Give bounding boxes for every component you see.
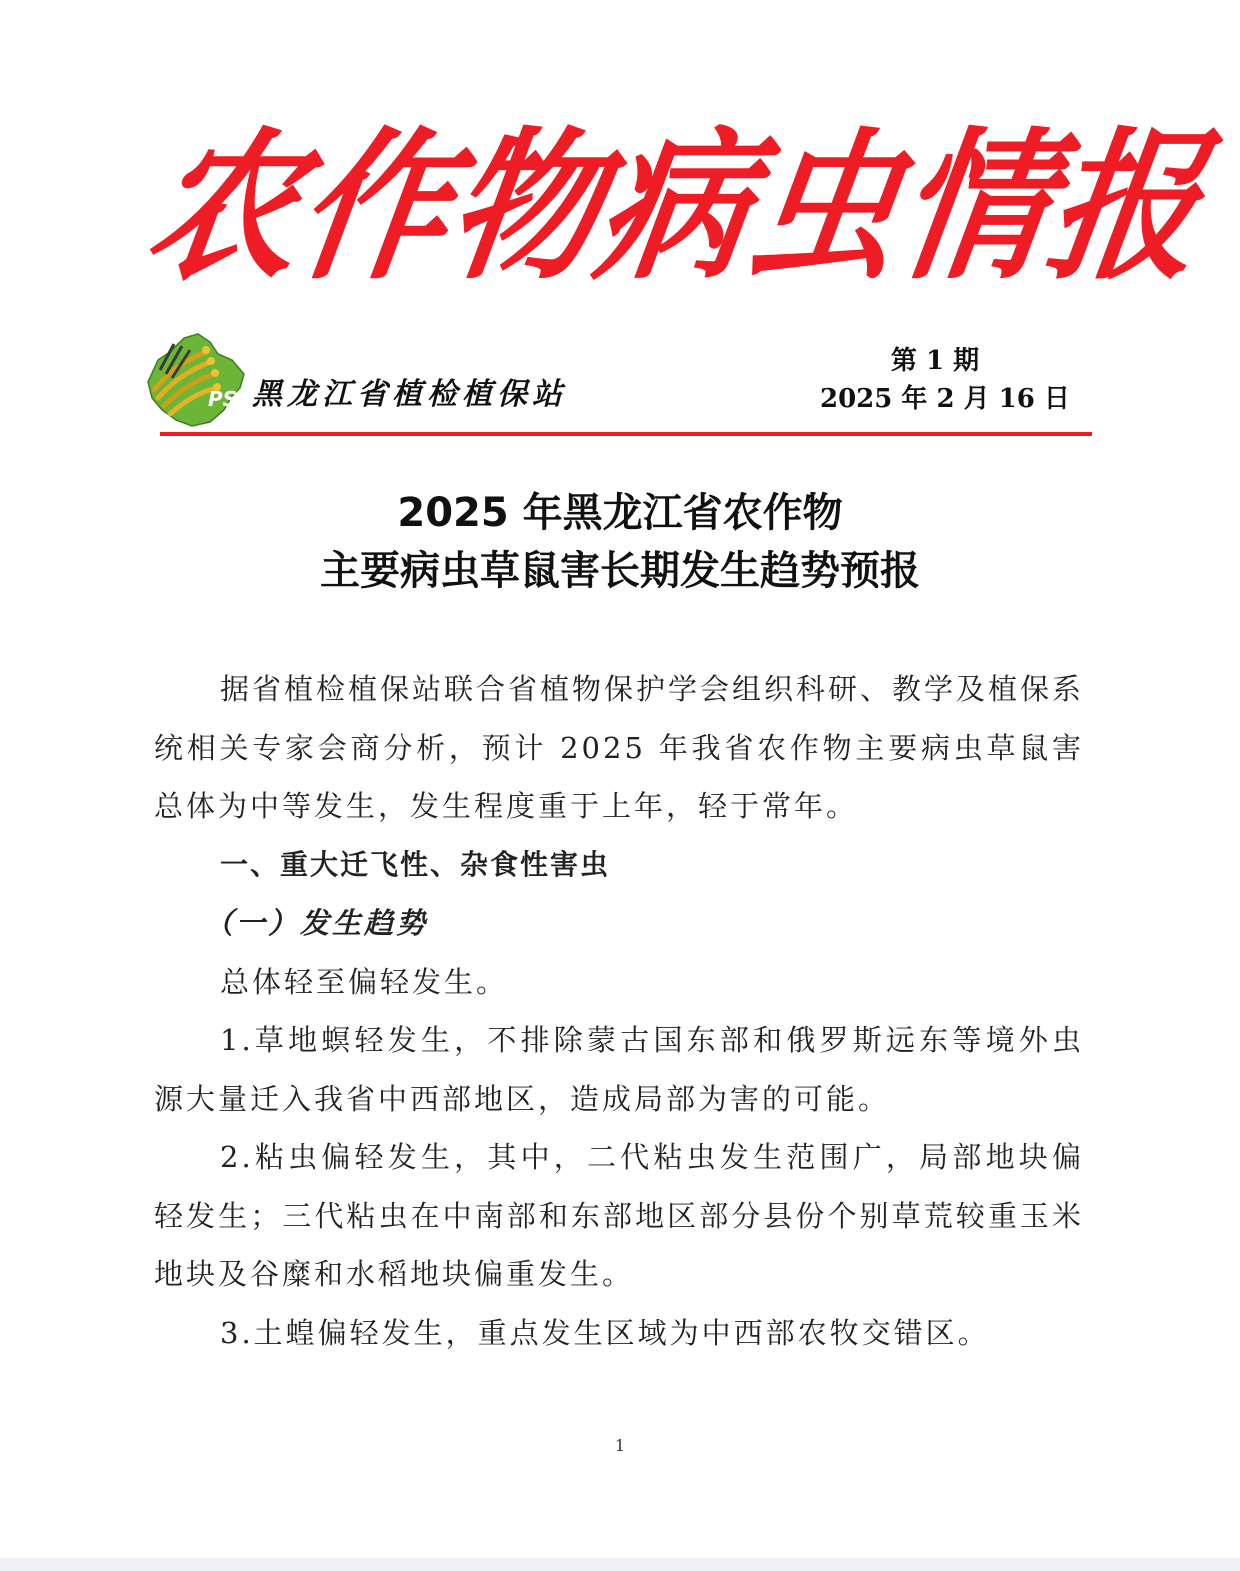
masthead-char: 病 [586,111,764,303]
station-name: 黑龙江省植检植保站 [252,377,567,412]
body-paragraph: 总体轻至偏轻发生。 [220,964,509,999]
intro-paragraph: 据省植检植保站联合省植物保护学会组织科研、教学及植保系统相关专家会商分析，预计 2025 年我省农作物主要病虫草鼠害总体为中等发生，发生程度重于上年，轻于常年。 [154,672,1085,823]
title-line-2: 主要病虫草鼠害长期发生趋势预报 [320,548,920,594]
document-body [154,660,1084,1362]
document-title [150,484,1090,600]
page-number: 1 [614,1436,626,1455]
body-paragraph: 3.土蝗偏轻发生，重点发生区域为中西部农牧交错区。 [220,1315,990,1350]
masthead-char: 作 [286,111,464,303]
body-paragraph: 2.粘虫偏轻发生，其中，二代粘虫发生范围广，局部地块偏轻发生；三代粘虫在中南部和东部地区部分县份个别草荒较重玉米地块及谷糜和水稻地块偏重发生。 [154,1140,1084,1291]
header-divider [160,432,1092,436]
issue-info [820,342,1070,418]
masthead-char: 虫 [736,111,914,303]
masthead-title [136,111,1214,303]
station-logo [140,330,250,430]
masthead-char: 情 [886,111,1064,303]
masthead-char: 报 [1036,111,1214,303]
section-heading: 一、重大迁飞性、杂食性害虫 [220,847,611,881]
body-paragraph: 1.草地螟轻发生，不排除蒙古国东部和俄罗斯远东等境外虫源大量迁入我省中西部地区，造成局部为害的可能。 [154,1023,1084,1116]
issue-number: 第 1 期 [890,346,980,376]
issue-date: 2025 年 2 月 16 日 [820,384,1070,414]
logo-text: PS [208,387,238,411]
masthead-char: 物 [436,111,614,303]
page-bottom-edge [0,1558,1240,1571]
masthead-char: 农 [136,111,314,303]
title-line-1: 2025 年黑龙江省农作物 [397,490,843,536]
heilongjiang-map-wheat-icon [140,330,250,430]
subsection-heading: （一）发生趋势 [204,906,429,940]
